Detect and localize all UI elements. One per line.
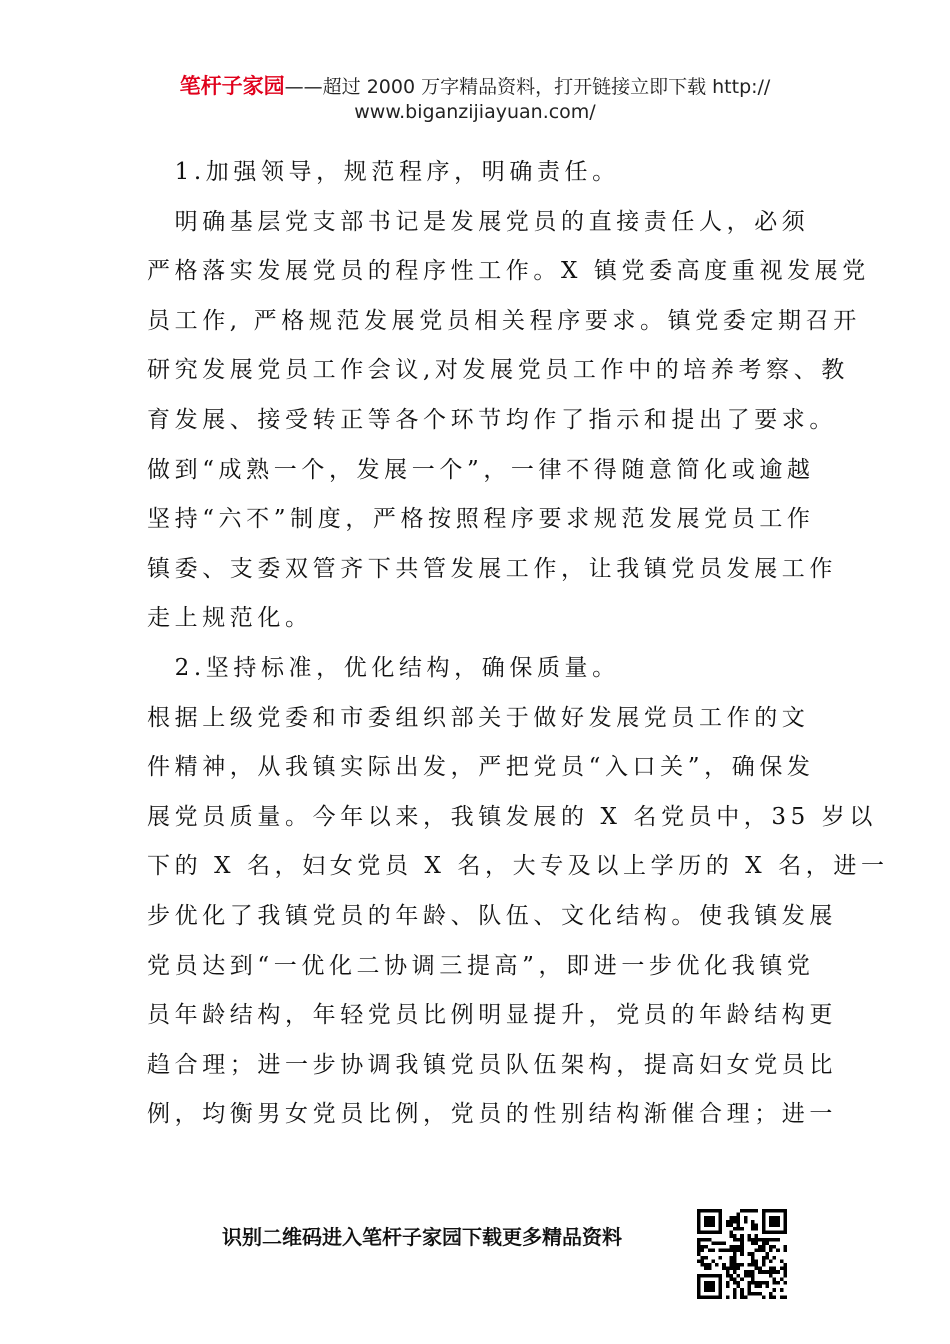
body-line: 例，均衡男女党员比例，党员的性别结构渐催合理；进一 <box>147 1101 837 1128</box>
brand-name: 笔杆子家园 <box>179 74 285 98</box>
body-line: 育发展、接受转正等各个环节均作了指示和提出了要求。 <box>147 406 837 433</box>
header-tagline: ——超过 2000 万字精品资料，打开链接立即下载 http:// <box>284 76 771 98</box>
body-line: 1.加强领导，规范程序，明确责任。 <box>147 159 620 185</box>
body-line: 展党员质量。今年以来，我镇发展的 X 名党员中，35 岁以 <box>147 803 877 830</box>
body-line: 走上规范化。 <box>147 605 313 632</box>
body-line: 根据上级党委和市委组织部关于做好发展党员工作的文 <box>147 704 810 731</box>
body-line: 2.坚持标准，优化结构，确保质量。 <box>147 654 620 681</box>
body-line: 研究发展党员工作会议,对发展党员工作中的培养考察、教 <box>147 357 849 384</box>
body-line: 明确基层党支部书记是发展党员的直接责任人，必须 <box>147 208 810 235</box>
body-line: 坚持“六不”制度，严格按照程序要求规范发展党员工作 <box>147 506 815 533</box>
body-line: 步优化了我镇党员的年龄、队伍、文化结构。使我镇发展 <box>147 902 837 929</box>
body-line: 党员达到“一优化二协调三提高”，即进一步优化我镇党 <box>147 952 815 979</box>
document-body <box>147 148 889 1140</box>
body-line: 下的 X 名，妇女党员 X 名，大专及以上学历的 X 名，进一 <box>147 853 889 880</box>
header-line-1 <box>0 74 950 100</box>
body-line: 严格落实发展党员的程序性工作。X 镇党委高度重视发展党 <box>147 258 870 285</box>
body-line: 员年龄结构，年轻党员比例明显提升，党员的年龄结构更 <box>147 1002 837 1029</box>
header-url[interactable]: www.biganzijiayuan.com/ <box>354 101 596 123</box>
body-line: 员工作, 严格规范发展党员相关程序要求。镇党委定期召开 <box>147 307 861 334</box>
page-header <box>0 74 950 125</box>
body-line: 镇委、支委双管齐下共管发展工作，让我镇党员发展工作 <box>147 555 837 582</box>
qr-code-icon[interactable] <box>697 1209 787 1299</box>
page-footer <box>0 1222 950 1254</box>
body-line: 件精神，从我镇实际出发，严把党员“入口关”，确保发 <box>147 754 815 781</box>
footer-text: 识别二维码进入笔杆子家园下载更多精品资料 <box>222 1225 622 1249</box>
body-line: 做到“成熟一个，发展一个”，一律不得随意简化或逾越 <box>147 456 815 483</box>
body-line: 趋合理；进一步协调我镇党员队伍架构，提高妇女党员比 <box>147 1051 837 1078</box>
